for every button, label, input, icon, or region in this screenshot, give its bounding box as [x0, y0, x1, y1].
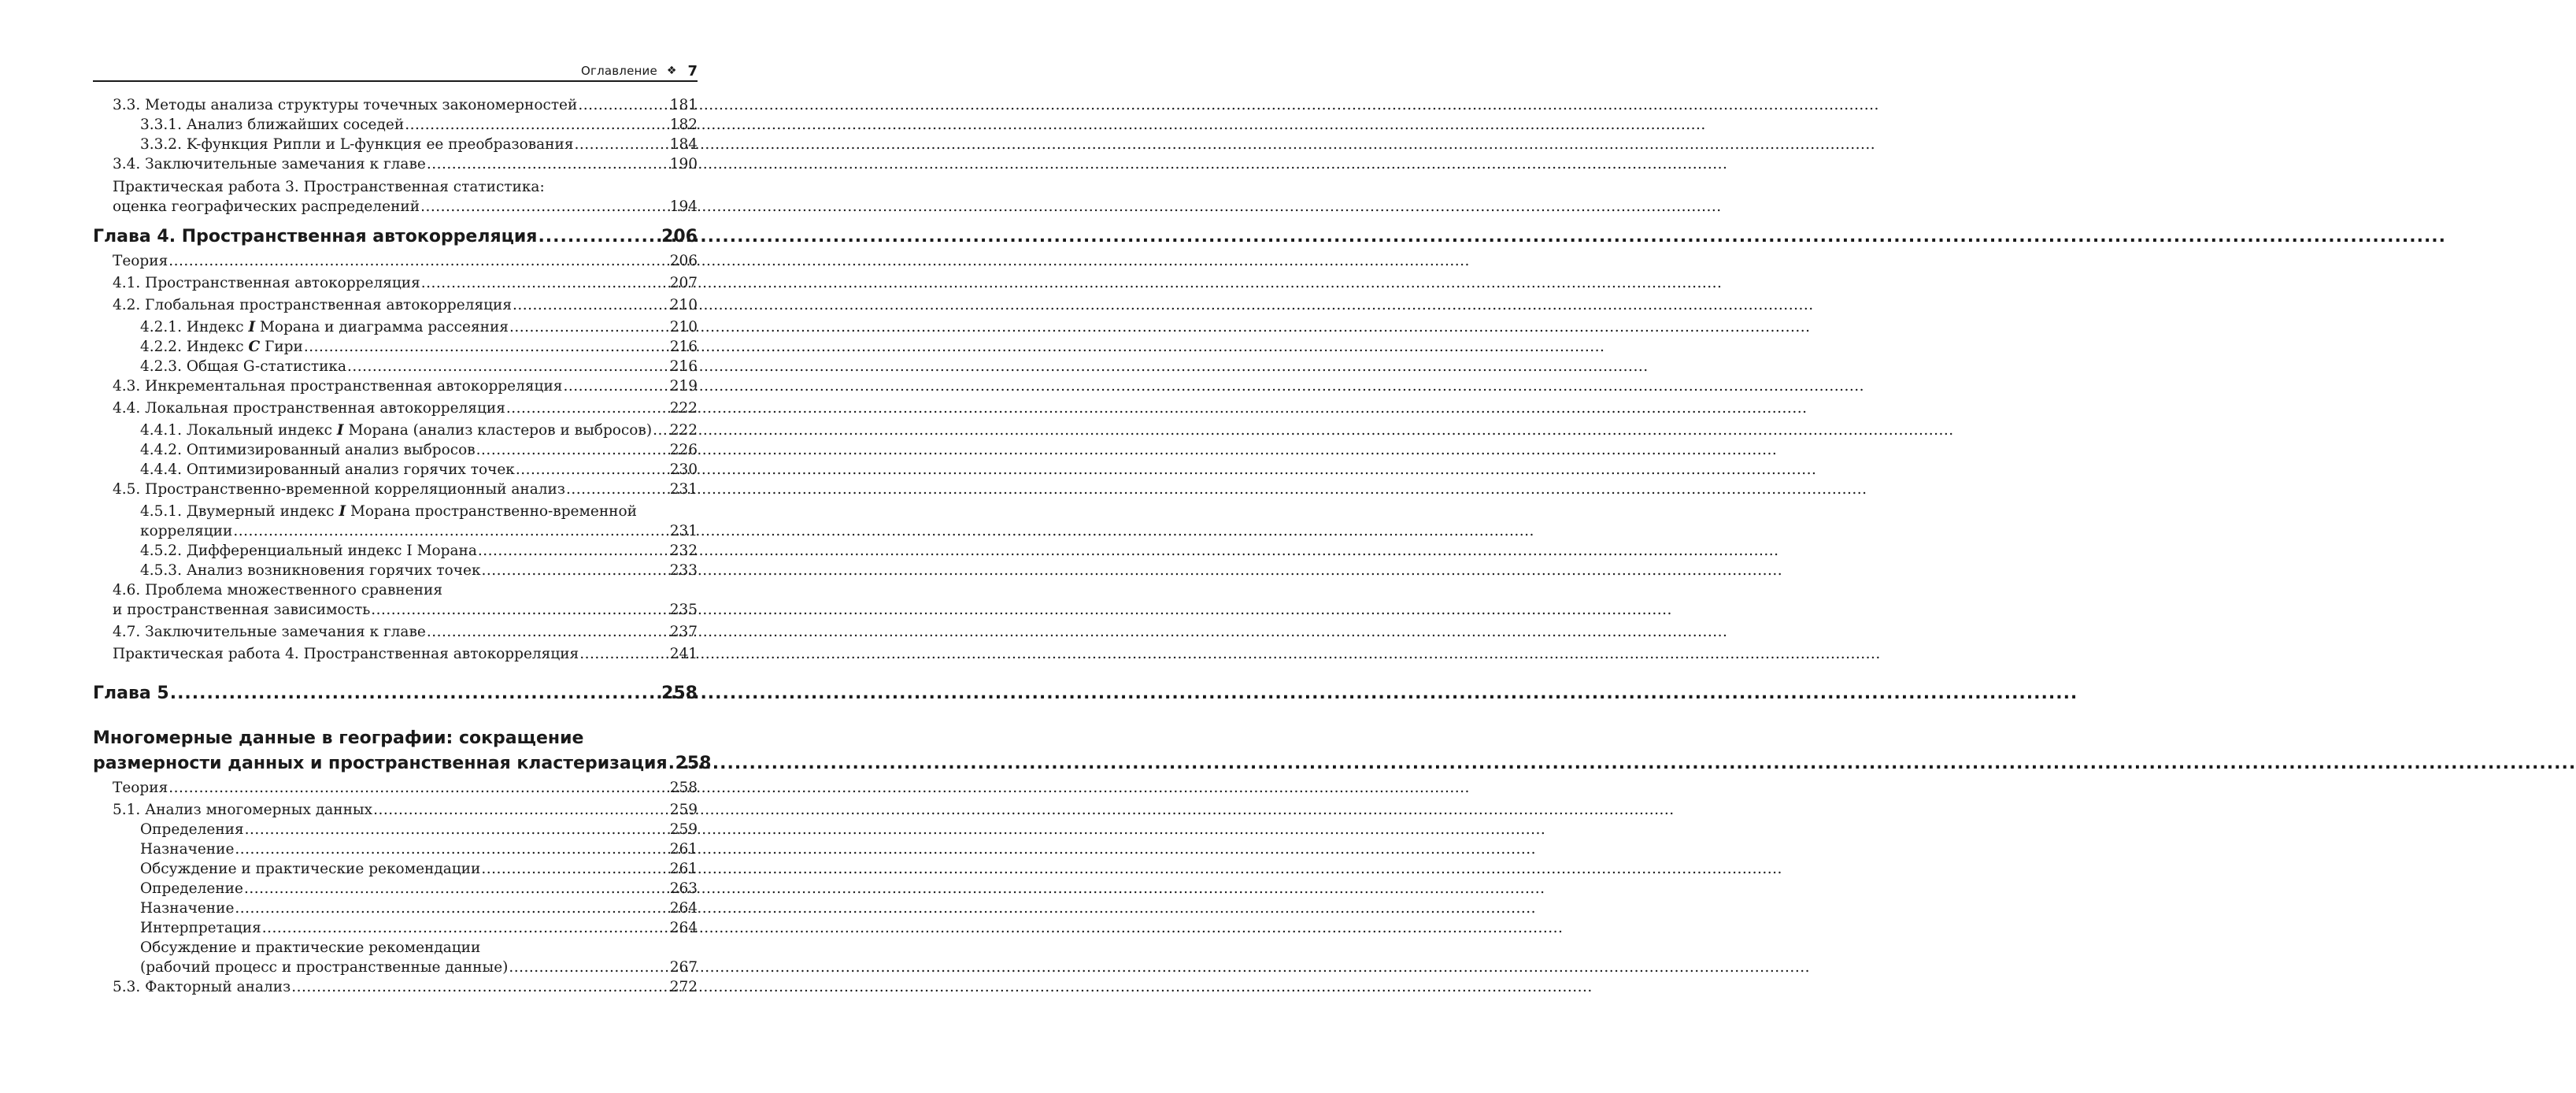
toc-entry[interactable]: Определения ..... 259 — [93, 820, 698, 839]
toc-entry-continuation[interactable]: корреляции ..... 231 — [93, 521, 698, 541]
toc-entry[interactable]: Назначение ..... 261 — [93, 839, 698, 859]
table-of-contents — [93, 95, 712, 997]
toc-entry[interactable]: 4.2.3. Общая G-статистика ..... 216 — [93, 357, 698, 376]
toc-entry[interactable]: 4.5.3. Анализ возникновения горячих точек ..... 233 — [93, 561, 698, 580]
toc-entry[interactable]: 4.5.1. Двумерный индекс I Морана пространственно-временной — [140, 503, 637, 520]
ornament-icon: ❖ — [666, 65, 677, 77]
toc-entry[interactable]: 3.3.2. K-функция Рипли и L-функция ее преобразования ..... 184 — [93, 135, 698, 154]
chapter-4-heading[interactable]: Глава 4. Пространственная автокорреляция ..... 206 — [93, 224, 698, 250]
chapter-5-subtitle-continuation[interactable]: размерности данных и пространственная кластеризация ..... 258 — [93, 751, 698, 776]
toc-entry[interactable]: 3.3.1. Анализ ближайших соседей ..... 182 — [93, 115, 698, 135]
toc-entry[interactable]: 4.2.1. Индекс I Морана и диаграмма рассеяния ..... 210 — [93, 317, 698, 337]
toc-entry[interactable]: 5.3. Факторный анализ ..... 272 — [93, 977, 698, 997]
toc-entry[interactable]: 4.4.1. Локальный индекс I Морана (анализ кластеров и выбросов) ..... 222 — [93, 421, 698, 440]
toc-entry[interactable]: Практическая работа 4. Пространственная автокорреляция ..... 241 — [93, 644, 698, 664]
toc-entry[interactable]: Определение ..... 263 — [93, 879, 698, 898]
toc-entry[interactable]: 3.4. Заключительные замечания к главе ..... 190 — [93, 154, 698, 174]
toc-entry[interactable]: Обсуждение и практические рекомендации ..... 261 — [93, 859, 698, 879]
page-number: 7 — [687, 62, 698, 80]
toc-entry-continuation[interactable]: и пространственная зависимость ..... 235 — [93, 600, 698, 620]
toc-entry-continuation[interactable]: (рабочий процесс и пространственные данные) ..... 267 — [93, 958, 698, 977]
chapter-5-heading[interactable]: Глава 5 ..... 258 — [93, 681, 698, 706]
toc-entry[interactable]: 4.5. Пространственно-временной корреляционный анализ ..... 231 — [93, 480, 698, 499]
toc-entry[interactable]: 4.4.4. Оптимизированный анализ горячих точек ..... 230 — [93, 460, 698, 480]
toc-entry[interactable]: 4.4. Локальная пространственная автокорреляция ..... 222 — [93, 398, 698, 418]
toc-entry[interactable]: 4.2.2. Индекс C Гири ..... 216 — [93, 337, 698, 357]
running-head — [93, 61, 698, 80]
toc-entry[interactable]: Интерпретация ..... 264 — [93, 918, 698, 938]
toc-entry[interactable]: Обсуждение и практические рекомендации — [140, 939, 481, 956]
toc-entry[interactable]: 5.1. Анализ многомерных данных ..... 259 — [93, 800, 698, 820]
chapter-5-subtitle: Многомерные данные в географии: сокращение — [93, 728, 584, 748]
section-title: Оглавление — [580, 64, 657, 78]
toc-entry[interactable]: 4.4.2. Оптимизированный анализ выбросов ..... 226 — [93, 440, 698, 460]
header-rule — [93, 80, 698, 82]
toc-entry[interactable]: Теория ..... 206 — [93, 251, 698, 271]
toc-entry[interactable]: 4.5.2. Дифференциальный индекс I Морана ..... 232 — [93, 541, 698, 561]
toc-entry[interactable]: 4.6. Проблема множественного сравнения — [113, 582, 442, 598]
toc-entry[interactable]: Теория ..... 258 — [93, 778, 698, 798]
toc-entry[interactable]: 3.3. Методы анализа структуры точечных закономерностей ..... 181 — [93, 95, 698, 115]
toc-entry[interactable]: 4.1. Пространственная автокорреляция ..... 207 — [93, 273, 698, 293]
toc-entry-continuation[interactable]: оценка географических распределений ..... 194 — [93, 197, 698, 217]
toc-entry[interactable]: Практическая работа 3. Пространственная статистика: — [113, 179, 545, 195]
toc-entry[interactable]: Назначение ..... 264 — [93, 898, 698, 918]
toc-entry[interactable]: 4.7. Заключительные замечания к главе ..... 237 — [93, 622, 698, 642]
toc-entry[interactable]: 4.3. Инкрементальная пространственная автокорреляция ..... 219 — [93, 376, 698, 396]
toc-entry[interactable]: 4.2. Глобальная пространственная автокорреляция ..... 210 — [93, 295, 698, 315]
